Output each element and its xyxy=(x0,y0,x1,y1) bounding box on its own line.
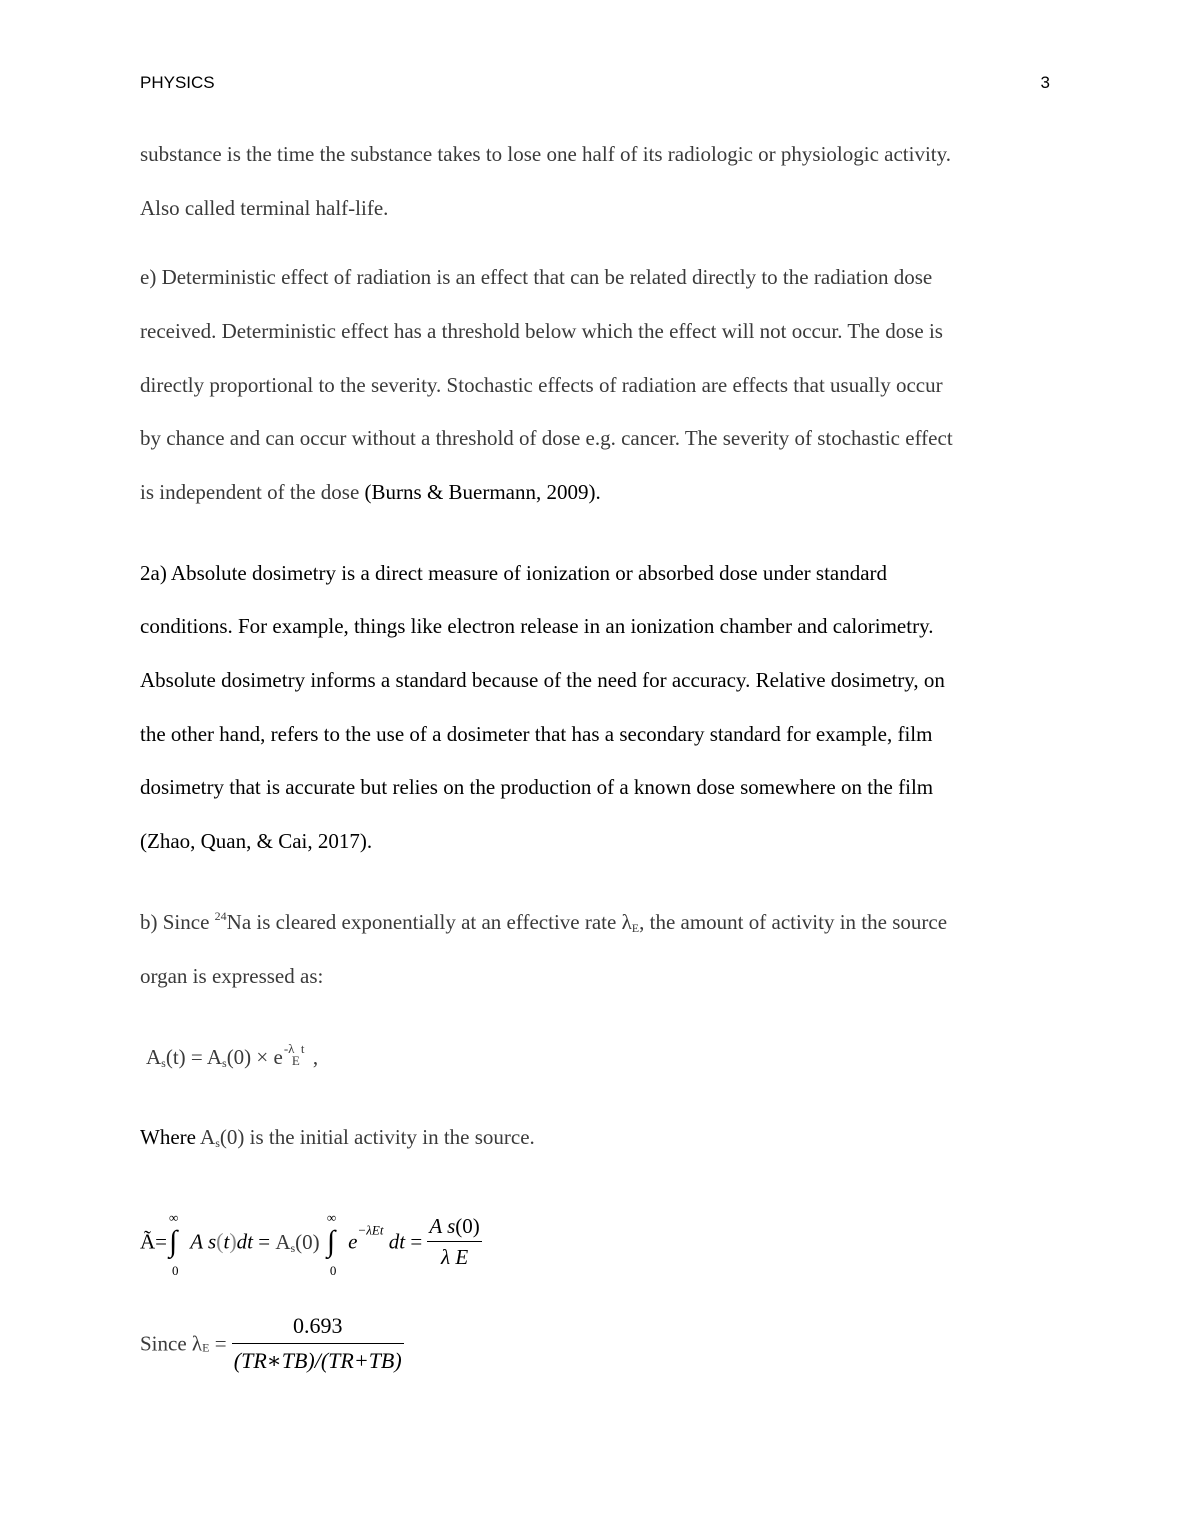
text-span: (0) xyxy=(455,1214,480,1238)
text-span: is cleared exponentially at an effective rate λ xyxy=(251,910,632,934)
text-span: A s xyxy=(190,1229,217,1254)
text-span: b) Since xyxy=(140,910,215,934)
text-span: Ã= xyxy=(140,1229,168,1254)
paragraph-line: directly proportional to the severity. Stochastic effects of radiation are effects that usually occur xyxy=(140,373,943,397)
text-span: Since λ xyxy=(140,1331,203,1356)
equation-cumulated-activity xyxy=(140,1209,1060,1278)
paragraph-line: 2a) Absolute dosimetry is a direct measure of ionization or absorbed dose under standard xyxy=(140,561,888,585)
text-span: Where xyxy=(140,1125,201,1149)
fraction xyxy=(427,1214,481,1269)
paragraph-line: conditions. For example, things like electron release in an ionization chamber and calorimetry. xyxy=(140,614,934,638)
integral-symbol: ∫ xyxy=(326,1224,336,1258)
paragraph-line: e) Deterministic effect of radiation is an effect that can be related directly to the radiation dose xyxy=(140,265,933,289)
text-span: t xyxy=(223,1229,230,1254)
element-symbol: Na xyxy=(226,910,252,934)
text-span: is independent of the dose xyxy=(140,480,365,504)
text-span: dt xyxy=(388,1229,406,1254)
paragraph-line: organ is expressed as: xyxy=(140,964,324,988)
paragraph-line xyxy=(140,1124,1060,1150)
subscript: s xyxy=(161,1056,166,1070)
text-span: A xyxy=(275,1229,291,1254)
equation-activity xyxy=(146,1041,1066,1070)
paragraph-line: Absolute dosimetry informs a standard because of the need for accuracy. Relative dosimetry, on xyxy=(140,668,945,692)
text-span: = xyxy=(209,1331,232,1356)
text-span: (0) × e xyxy=(226,1045,283,1069)
subscript: E xyxy=(291,1053,300,1068)
fraction xyxy=(232,1312,404,1375)
paragraph-line: substance is the time the substance takes to lose one half of its radiologic or physiologic activity. xyxy=(140,142,952,166)
integral-sign xyxy=(167,1209,185,1278)
paren-open: ( xyxy=(216,1228,224,1254)
superscript: t xyxy=(300,1041,305,1056)
superscript: -λ xyxy=(283,1041,295,1056)
exponent xyxy=(283,1041,313,1068)
paragraph-line: dosimetry that is accurate but relies on the production of a known dose somewhere on the film xyxy=(140,775,934,799)
text-span: (t) = A xyxy=(165,1045,223,1069)
paragraph-line xyxy=(140,479,1060,505)
text-span: A xyxy=(200,1125,216,1149)
running-header: PHYSICS xyxy=(140,73,215,92)
paragraph-line: (Zhao, Quan, & Cai, 2017). xyxy=(140,829,373,853)
text-span: = xyxy=(258,1229,271,1254)
text-span: , xyxy=(312,1045,319,1069)
paragraph-line xyxy=(140,909,1060,935)
fraction-denominator: (TR∗TB)/(TR+TB) xyxy=(232,1343,404,1375)
text-span: A s xyxy=(429,1214,456,1238)
text-span: dt xyxy=(236,1229,253,1254)
subscript: E xyxy=(202,1340,210,1355)
text-span: (0) xyxy=(295,1229,320,1254)
fraction-numerator xyxy=(427,1214,481,1241)
isotope-mass-number: 24 xyxy=(214,909,227,923)
text-span xyxy=(275,1230,319,1254)
text-span: , the amount of activity in the source xyxy=(639,910,948,934)
integral-lower-limit: 0 xyxy=(329,1262,337,1278)
page-number: 3 xyxy=(1040,73,1050,92)
text-span: A xyxy=(146,1045,162,1069)
fraction-numerator: 0.693 xyxy=(292,1313,343,1338)
paragraph-line: Also called terminal half-life. xyxy=(140,196,389,220)
paragraph-line: the other hand, refers to the use of a dosimeter that has a secondary standard for example, film xyxy=(140,722,933,746)
text-span: (0) is the initial activity in the source. xyxy=(219,1125,535,1149)
integral-lower-limit: 0 xyxy=(172,1262,179,1278)
integral-symbol: ∫ xyxy=(169,1224,178,1258)
integral-sign xyxy=(325,1209,343,1278)
subscript: s xyxy=(215,1136,220,1150)
paren-close: ) xyxy=(229,1228,237,1254)
subscript: s xyxy=(290,1240,296,1255)
integral-upper-limit: ∞ xyxy=(169,1209,179,1225)
fraction-denominator: λ E xyxy=(427,1241,481,1269)
text-span: e xyxy=(348,1229,358,1254)
text-span: = xyxy=(410,1229,423,1254)
equation-effective-rate xyxy=(140,1312,1060,1372)
integral-upper-limit: ∞ xyxy=(326,1209,337,1225)
paragraph-line: by chance and can occur without a threshold of dose e.g. cancer. The severity of stochastic effect xyxy=(140,426,953,450)
text-span: . xyxy=(595,480,601,504)
subscript: E xyxy=(631,921,640,935)
citation: (Burns & Buermann, 2009) xyxy=(364,480,596,504)
subscript: s xyxy=(222,1056,227,1070)
superscript: −λEt xyxy=(357,1222,384,1238)
paragraph-line: received. Deterministic effect has a threshold below which the effect will not occur. The dose is xyxy=(140,319,943,343)
